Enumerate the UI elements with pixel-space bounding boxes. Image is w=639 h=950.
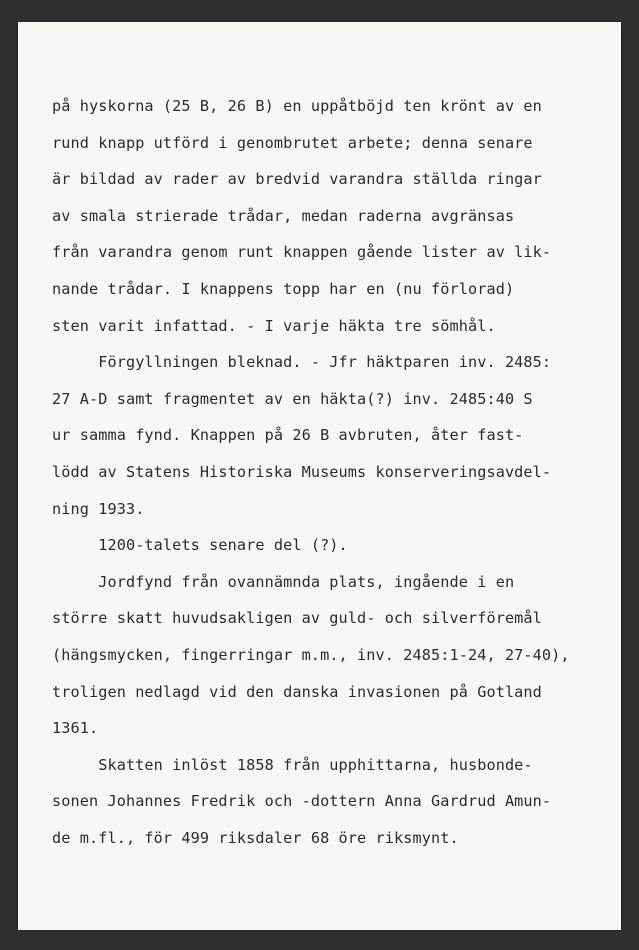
text-line: Förgyllningen bleknad. - Jfr häktparen inv. 2485: bbox=[52, 353, 552, 372]
text-line: 27 A-D samt fragmentet av en häkta(?) inv. 2485:40 S bbox=[52, 389, 533, 408]
text-line: rund knapp utförd i genombrutet arbete; denna senare bbox=[52, 133, 533, 152]
text-line: lödd av Statens Historiska Museums konserveringsavdel- bbox=[52, 462, 552, 481]
text-line: Jordfynd från ovannämnda plats, ingående i en bbox=[52, 572, 515, 591]
text-line: är bildad av rader av bredvid varandra ställda ringar bbox=[52, 170, 542, 189]
text-line: från varandra genom runt knappen gående lister av lik- bbox=[52, 243, 552, 262]
text-line: större skatt huvudsakligen av guld- och silverföremål bbox=[52, 609, 542, 628]
document-body bbox=[52, 88, 632, 856]
text-line: 1361. bbox=[52, 719, 99, 738]
document-page bbox=[18, 22, 621, 930]
text-line: de m.fl., för 499 riksdaler 68 öre riksmynt. bbox=[52, 828, 459, 847]
text-line: ning 1933. bbox=[52, 499, 145, 518]
text-line: på hyskorna (25 B, 26 B) en uppåtböjd ten krönt av en bbox=[52, 97, 542, 115]
text-line: (hängsmycken, fingerringar m.m., inv. 2485:1-24, 27-40), bbox=[52, 645, 570, 664]
text-line: troligen nedlagd vid den danska invasionen på Gotland bbox=[52, 682, 542, 701]
text-line: Skatten inlöst 1858 från upphittarna, husbonde- bbox=[52, 755, 533, 774]
text-line: av smala strierade trådar, medan raderna avgränsas bbox=[52, 206, 515, 225]
text-line: 1200-talets senare del (?). bbox=[52, 536, 348, 555]
text-line: ur samma fynd. Knappen på 26 B avbruten, åter fast- bbox=[52, 426, 524, 445]
text-line: nande trådar. I knappens topp har en (nu förlorad) bbox=[52, 279, 515, 298]
text-line: sonen Johannes Fredrik och -dottern Anna Gardrud Amun- bbox=[52, 792, 552, 811]
text-line: sten varit infattad. - I varje häkta tre sömhål. bbox=[52, 316, 496, 335]
